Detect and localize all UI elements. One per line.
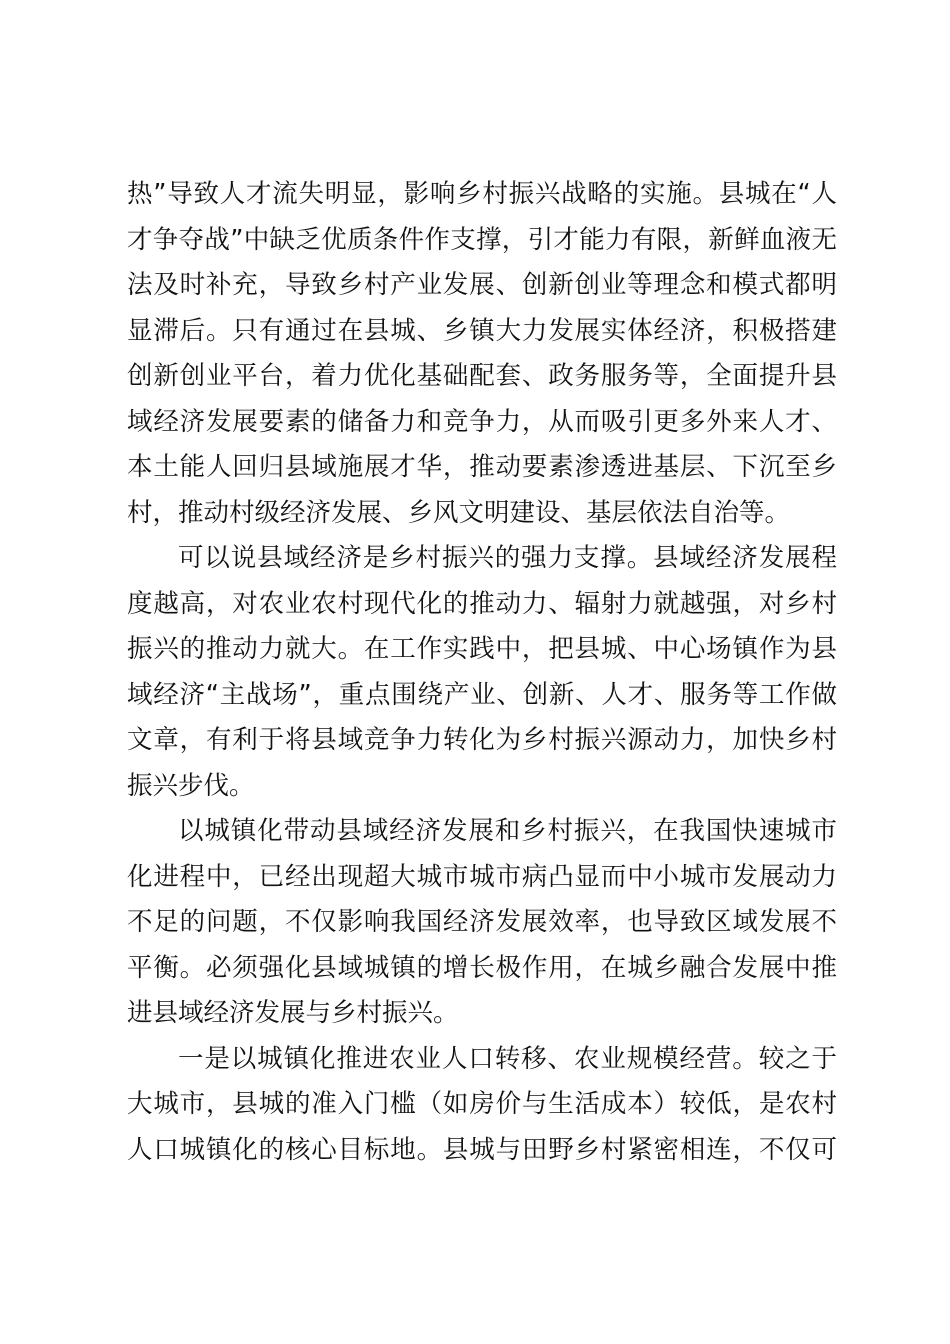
text-line: 以城镇化带动县域经济发展和乡村振兴，在我国快速城市 bbox=[178, 816, 837, 846]
text-line: 村，推动村级经济发展、乡风文明建设、基层依法自治等。 bbox=[127, 497, 791, 528]
paragraph-2 bbox=[127, 536, 837, 809]
text-line: 本土能人回归县域施展才华，推动要素渗透进基层、下沉至乡 bbox=[127, 452, 837, 482]
text-line: 创新创业平台，着力优化基础配套、政务服务等，全面提升县 bbox=[127, 361, 837, 391]
text-line: 才争夺战”中缺乏优质条件作支撑，引才能力有限，新鲜血液无 bbox=[127, 224, 837, 255]
text-line: 化进程中，已经出现超大城市城市病凸显而中小城市发展动力 bbox=[127, 861, 837, 892]
text-line: 振兴的推动力就大。在工作实践中，把县城、中心场镇作为县 bbox=[127, 634, 837, 664]
document-body bbox=[127, 172, 837, 1173]
text-line: 不足的问题，不仅影响我国经济发展效率，也导致区域发展不 bbox=[127, 907, 837, 937]
text-line: 平衡。必须强化县域城镇的增长极作用，在城乡融合发展中推 bbox=[127, 952, 837, 983]
text-line: 热”导致人才流失明显，影响乡村振兴战略的实施。县城在“人 bbox=[127, 179, 837, 209]
text-line: 可以说县域经济是乡村振兴的强力支撑。县域经济发展程 bbox=[178, 543, 837, 573]
paragraph-1 bbox=[127, 172, 837, 536]
text-line: 大城市，县城的准入门槛（如房价与生活成本）较低，是农村 bbox=[127, 1089, 837, 1119]
paragraph-4 bbox=[127, 1037, 837, 1174]
text-line: 度越高，对农业农村现代化的推动力、辐射力就越强，对乡村 bbox=[127, 588, 837, 619]
text-line: 振兴步伐。 bbox=[127, 770, 255, 801]
text-line: 域经济“主战场”，重点围绕产业、创新、人才、服务等工作做 bbox=[127, 679, 837, 710]
text-line: 文章，有利于将县域竞争力转化为乡村振兴源动力，加快乡村 bbox=[127, 725, 837, 755]
text-line: 域经济发展要素的储备力和竞争力，从而吸引更多外来人才、 bbox=[127, 406, 837, 437]
text-line: 一是以城镇化推进农业人口转移、农业规模经营。较之于 bbox=[178, 1043, 837, 1074]
paragraph-3 bbox=[127, 809, 837, 1037]
text-line: 进县域经济发展与乡村振兴。 bbox=[127, 998, 459, 1028]
text-line: 法及时补充，导致乡村产业发展、创新创业等理念和模式都明 bbox=[127, 270, 837, 300]
text-line: 显滞后。只有通过在县城、乡镇大力发展实体经济，积极搭建 bbox=[127, 315, 837, 346]
text-line: 人口城镇化的核心目标地。县城与田野乡村紧密相连，不仅可 bbox=[127, 1134, 837, 1165]
